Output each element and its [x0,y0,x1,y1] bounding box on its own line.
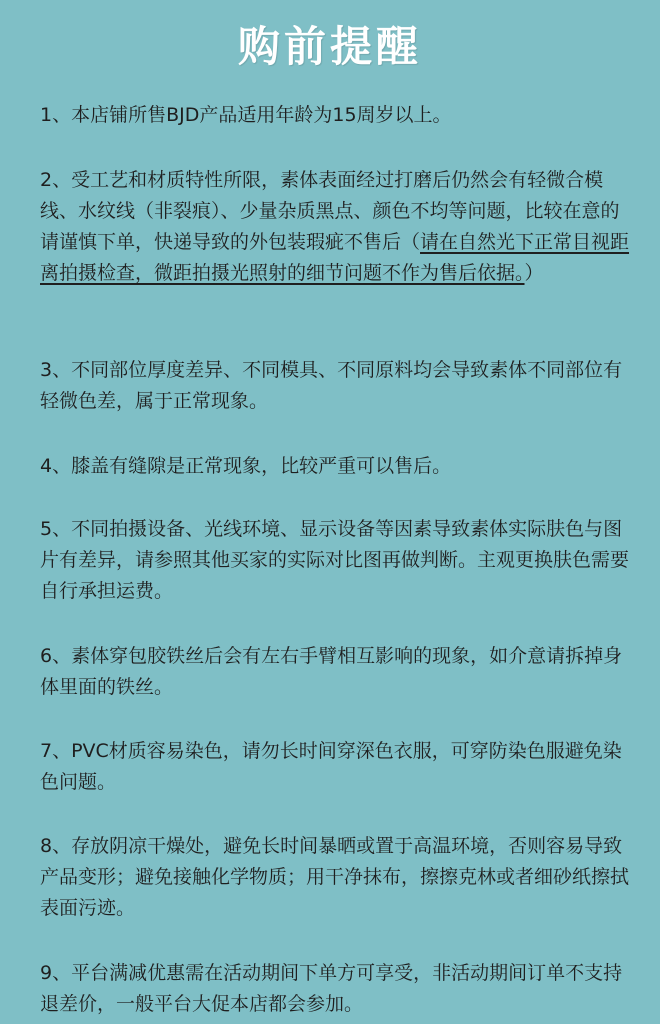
notice-item-4: 4、膝盖有缝隙是正常现象，比较严重可以售后。 [40,455,452,477]
notice-item-5: 5、不同拍摄设备、光线环境、显示设备等因素导致素体实际肤色与图片有差异，请参照其他买家的实际对比图再做判断。主观更换肤色需要自行承担运费。 [40,518,630,602]
notice-item-7: 7、PVC材质容易染色，请勿长时间穿深色衣服，可穿防染色服避免染色问题。 [40,740,622,793]
notice-item-9: 9、平台满减优惠需在活动期间下单方可享受，非活动期间订单不支持退差价，一般平台大促本店都会参加。 [40,962,623,1015]
notice-item-6: 6、素体穿包胶铁丝后会有左右手臂相互影响的现象，如介意请拆掉身体里面的铁丝。 [40,645,623,698]
notice-item-8: 8、存放阴凉干燥处，避免长时间暴晒或置于高温环境，否则容易导致产品变形；避免接触化学物质；用干净抹布，擦擦克林或者细砂纸擦拭表面污迹。 [40,835,630,919]
notice-item-2-suffix: ） [524,262,544,284]
notice-item-2-underlined-note: 请在自然光下正常目视距离拍摄检查，微距拍摄光照射的细节问题不作为售后依据。 [40,231,630,284]
notice-item-2 [40,165,638,289]
notice-item-2-text: 2、受工艺和材质特性所限，素体表面经过打磨后仍然会有轻微合模线、水纹线（非裂痕）、少量杂质黑点、颜色不均等问题，比较在意的请谨慎下单，快递导致的外包装瑕疵不售后（ [40,169,620,253]
notice-item-1: 1、本店铺所售BJD产品适用年龄为15周岁以上。 [40,104,452,126]
page-title: 购前提醒 [237,22,422,71]
notice-item-3: 3、不同部位厚度差异、不同模具、不同原料均会导致素体不同部位有轻微色差，属于正常现象。 [40,359,623,412]
